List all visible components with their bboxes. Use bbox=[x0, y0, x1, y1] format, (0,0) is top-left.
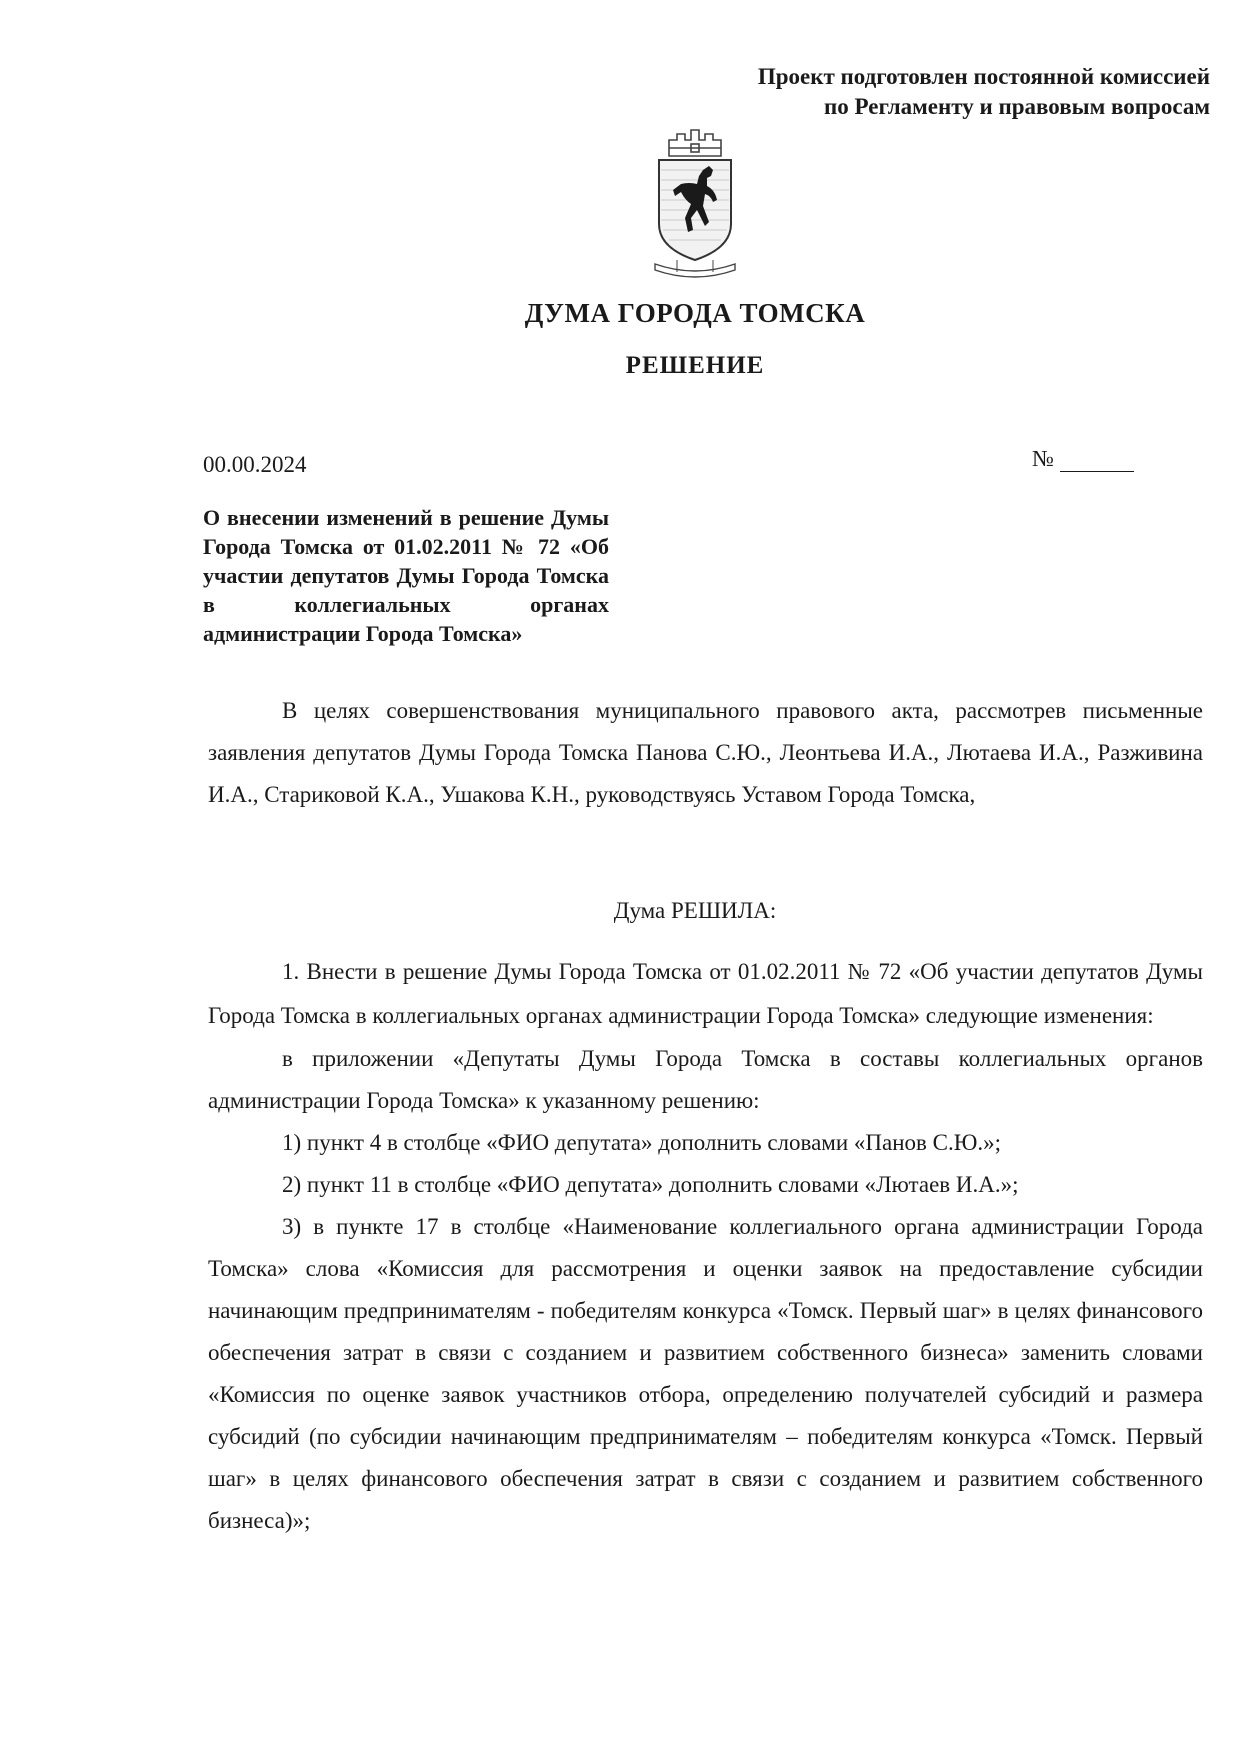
document-date: 00.00.2024 bbox=[203, 452, 307, 477]
number-label: № bbox=[1032, 446, 1054, 471]
document-type: РЕШЕНИЕ bbox=[625, 352, 765, 379]
project-note-line2: по Регламенту и правовым вопросам bbox=[823, 94, 1210, 119]
clause-subitem-2: 2) пункт 11 в столбце «ФИО депутата» дополнить словами «Лютаев И.А.»; bbox=[282, 1172, 1019, 1197]
preamble-paragraph: В целях совершенствования муниципального правового акта, рассмотрев письменные заявления депутатов Думы Города Томска Панова С.Ю., Леонтьева И.А., Лютаева И.А., Разживина И.А., Стариковой К.А., Ушакова К.Н., руководствуясь Уставом Города Томска, bbox=[208, 698, 1203, 807]
org-title: ДУМА ГОРОДА ТОМСКА bbox=[524, 298, 866, 328]
number-blank-line bbox=[1060, 451, 1134, 472]
clause-appendix-intro: в приложении «Депутаты Думы Города Томска в составы коллегиальных органов администрации Города Томска» к указанному решению: bbox=[208, 1046, 1203, 1113]
clause-subitem-1: 1) пункт 4 в столбце «ФИО депутата» дополнить словами «Панов С.Ю.»; bbox=[282, 1130, 1002, 1155]
clause-subitem-3: 3) в пункте 17 в столбце «Наименование коллегиального органа администрации Города Томска» слова «Комиссия для рассмотрения и оценки заявок на предоставление субсидии начинающим предпринимателям - победителям конкурса «Томск. Первый шаг» в целях финансового обеспечения затрат в связи с созданием и развитием собственного бизнеса» заменить словами «Комиссия по оценке заявок участников отбора, определению получателей субсидий и размера субсидий (по субсидии начинающим предпринимателям – победителям конкурса «Томск. Первый шаг» в целях финансового обеспечения затрат в связи с созданием и развитием собственного бизнеса)»; bbox=[208, 1214, 1203, 1533]
clause-item-1: 1. Внести в решение Думы Города Томска от 01.02.2011 № 72 «Об участии депутатов Думы Города Томска в коллегиальных органах администрации Города Томска» следующие изменения: bbox=[208, 959, 1203, 1028]
resolved-heading: Дума РЕШИЛА: bbox=[613, 898, 777, 923]
document-subject: О внесении изменений в решение Думы Города Томска от 01.02.2011 № 72 «Об участии депутатов Думы Города Томска в коллегиальных органах администрации Города Томска» bbox=[203, 505, 609, 646]
document-number bbox=[1032, 446, 1134, 472]
project-note-line1: Проект подготовлен постоянной комиссией bbox=[757, 64, 1210, 89]
project-note bbox=[510, 62, 1210, 122]
tomsk-coat-of-arms-icon bbox=[647, 126, 743, 280]
clauses-section bbox=[208, 950, 1203, 1542]
